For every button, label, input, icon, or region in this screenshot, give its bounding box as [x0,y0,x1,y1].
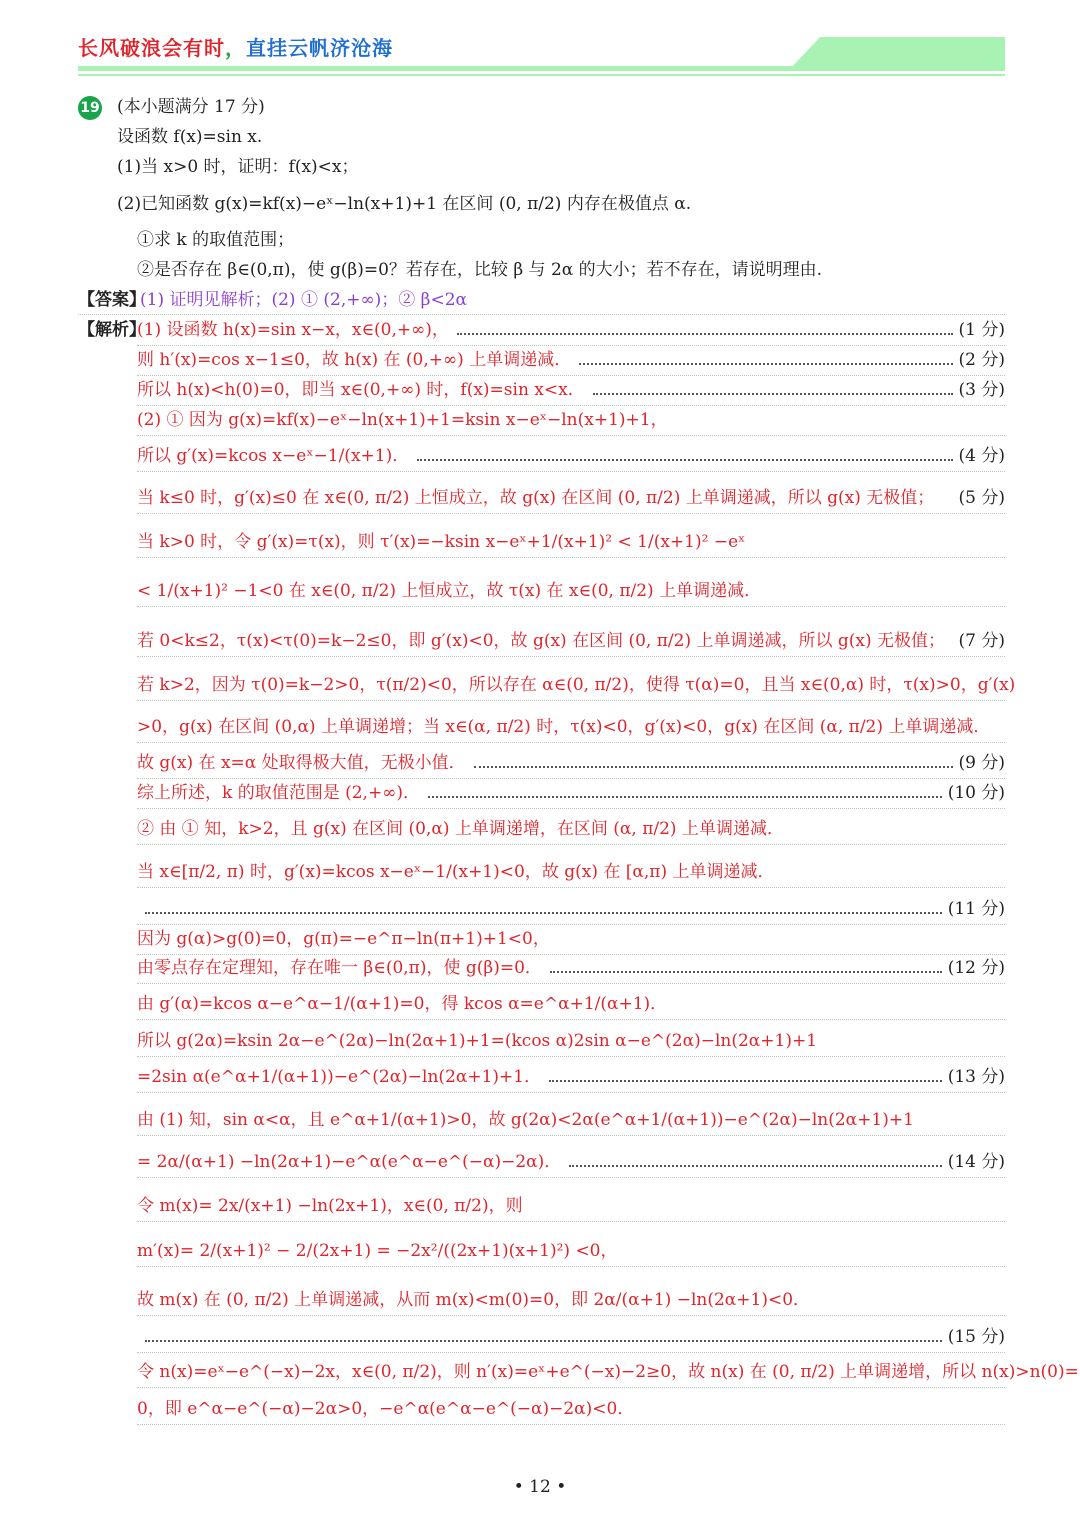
solution-line: 当 k≤0 时，g′(x)≤0 在 x∈(0, π/2) 上恒成立，故 g(x) 在区间 (0, π/2) 上单调递减，所以 g(x) 无极值； [137,488,935,508]
header-rule [78,66,1005,71]
solution-line: 则 h′(x)=cos x−1≤0，故 h(x) 在 (0,+∞) 上单调递减． [137,350,572,370]
solution-line: = 2α/(α+1) −ln(2α+1)−e^α(e^α−e^(−α)−2α)． [137,1152,562,1172]
solution-line: (2) ① 因为 g(x)=kf(x)−eˣ−ln(x+1)+1=ksin x−eˣ−ln(x+1)+1， [137,410,668,430]
dotted-leader [579,363,953,365]
slogan-part-2: 直挂云帆济沧海 [246,36,393,60]
dotted-leader [549,1080,942,1082]
row-separator [137,1135,1005,1136]
row-separator [137,924,1005,925]
solution-line: >0，g(x) 在区间 (0,α) 上单调递增；当 x∈(α, π/2) 时，τ(x)<0，g′(x)<0，g(x) 在区间 (α, π/2) 上单调递减． [137,717,991,737]
solution-line: 故 m(x) 在 (0, π/2) 上单调递减，从而 m(x)<m(0)=0，即 2α/(α+1) −ln(2α+1)<0． [137,1290,811,1310]
solution-line: 当 k>0 时，令 g′(x)=τ(x)，则 τ′(x)=−ksin x−eˣ+1/(x+1)² < 1/(x+1)² −eˣ [137,532,746,552]
score-marker: (15 分) [947,1327,1005,1347]
score-marker: (12 分) [947,958,1005,978]
solution-line: 令 m(x)= 2x/(x+1) −ln(2x+1)，x∈(0, π/2)，则 [137,1196,523,1216]
question-part2-1: ①求 k 的取值范围； [137,230,295,250]
dotted-leader [145,912,942,914]
solution-line: 所以 g(2α)=ksin 2α−e^(2α)−ln(2α+1)+1=(kcos α)2sin α−e^(2α)−ln(2α+1)+1 [137,1031,818,1051]
solution-line: 由 (1) 知，sin α<α，且 e^α+1/(α+1)>0，故 g(2α)<2α(e^α+1/(α+1))−e^(2α)−ln(2α+1)+1 [137,1110,914,1130]
solution-line: 所以 h(x)<h(0)=0，即当 x∈(0,+∞) 时，f(x)=sin x<x． [137,380,585,400]
row-separator [137,808,1005,809]
solution-line: (1) 设函数 h(x)=sin x−x，x∈(0,+∞)， [137,320,449,340]
row-separator [137,471,1005,472]
answer-text: (1) 证明见解析；(2) ① (2,+∞)；② β<2α [140,290,468,310]
score-marker: (11 分) [947,899,1005,919]
row-separator [137,345,1005,346]
header-banner-decoration [790,37,1005,69]
row-separator [137,778,1005,779]
score-marker: (13 分) [947,1067,1005,1087]
row-separator [137,435,1005,436]
row-separator [137,1352,1005,1353]
row-separator [137,1387,1005,1388]
question-part2-2: ②是否存在 β∈(0,π)，使 g(β)=0？若存在，比较 β 与 2α 的大小；若不存在，请说明理由. [137,260,823,280]
row-separator [137,742,1005,743]
header-slogan [78,32,393,61]
dotted-leader [417,459,953,461]
score-marker: (3 分) [958,380,1005,400]
question-part2: (2)已知函数 g(x)=kf(x)−eˣ−ln(x+1)+1 在区间 (0, π/2) 内存在极值点 α. [117,194,692,214]
solution-line: ② 由 ① 知，k>2，且 g(x) 在区间 (0,α) 上单调递增，在区间 (α, π/2) 上单调递减． [137,819,784,839]
row-separator [137,1221,1005,1222]
row-separator [137,1424,1005,1425]
solution-line: 由 g′(α)=kcos α−e^α−1/(α+1)=0，得 kcos α=e^α+1/(α+1)． [137,994,668,1014]
solution-line: 综上所述，k 的取值范围是 (2,+∞)． [137,783,420,803]
dotted-leader [569,1165,942,1167]
row-separator [137,1266,1005,1267]
score-marker: (9 分) [958,753,1005,773]
header-rule-thin [78,74,1005,76]
dotted-leader [145,1340,942,1342]
solution-label: 【解析】 [78,320,146,340]
row-separator [137,656,1005,657]
dotted-leader [457,333,953,335]
score-marker: (1 分) [958,320,1005,340]
question-part1: (1)当 x>0 时，证明：f(x)<x； [117,157,359,177]
solution-line: 令 n(x)=eˣ−e^(−x)−2x，x∈(0, π/2)，则 n′(x)=eˣ+e^(−x)−2≥0，故 n(x) 在 (0, π/2) 上单调递增，所以 n(x)>n(0)= [137,1362,1079,1382]
slogan-part-1: 长风破浪会有时 [78,36,225,60]
solution-line: 所以 g′(x)=kcos x−eˣ−1/(x+1)． [137,446,410,466]
solution-line: 故 g(x) 在 x=α 处取得极大值，无极小值． [137,753,466,773]
score-marker: (10 分) [947,783,1005,803]
score-marker: (2 分) [958,350,1005,370]
row-separator [137,557,1005,558]
row-separator [137,1177,1005,1178]
answer-label: 【答案】 [78,290,146,310]
row-separator [137,887,1005,888]
solution-line: 因为 g(α)>g(0)=0，g(π)=−e^π−ln(π+1)+1<0， [137,929,550,949]
page-number: • 12 • [513,1477,567,1497]
solution-line: < 1/(x+1)² −1<0 在 x∈(0, π/2) 上恒成立，故 τ(x) 在 x∈(0, π/2) 上单调递减． [137,581,762,601]
row-separator [137,700,1005,701]
dotted-leader [474,766,953,768]
solution-line: 若 k>2，因为 τ(0)=k−2>0，τ(π/2)<0，所以存在 α∈(0, π/2)，使得 τ(α)=0，且当 x∈(0,α) 时，τ(x)>0，g′(x) [137,675,1016,695]
row-separator [137,954,1005,955]
row-separator [137,844,1005,845]
question-stem: 设函数 f(x)=sin x. [117,127,263,147]
question-meta: (本小题满分 17 分) [117,97,265,117]
score-marker: (5 分) [958,488,1005,508]
dotted-leader [593,393,953,395]
solution-line: 0，即 e^α−e^(−α)−2α>0，−e^α(e^α−e^(−α)−2α)<0． [137,1399,635,1419]
question-number-badge: 19 [78,96,102,120]
dotted-leader [428,796,942,798]
row-separator [137,1019,1005,1020]
separator [78,314,1005,315]
solution-line: 若 0<k≤2，τ(x)<τ(0)=k−2≤0，即 g′(x)<0，故 g(x) 在区间 (0, π/2) 上单调递减，所以 g(x) 无极值； [137,631,946,651]
slogan-comma: ， [225,36,246,60]
solution-line: 由零点存在定理知，存在唯一 β∈(0,π)，使 g(β)=0． [137,958,542,978]
solution-line: m′(x)= 2/(x+1)² − 2/(2x+1) = −2x²/((2x+1)(x+1)²) <0， [137,1241,618,1261]
score-marker: (4 分) [958,446,1005,466]
row-separator [137,606,1005,607]
row-separator [137,1315,1005,1316]
score-marker: (14 分) [947,1152,1005,1172]
solution-line: 当 x∈[π/2, π) 时，g′(x)=kcos x−eˣ−1/(x+1)<0，故 g(x) 在 [α,π) 上单调递减． [137,862,775,882]
solution-line: =2sin α(e^α+1/(α+1))−e^(2α)−ln(2α+1)+1． [137,1067,542,1087]
row-separator [137,983,1005,984]
dotted-leader [550,971,942,973]
row-separator [137,1092,1005,1093]
row-separator [137,405,1005,406]
row-separator [137,513,1005,514]
score-marker: (7 分) [958,631,1005,651]
row-separator [137,375,1005,376]
row-separator [137,1056,1005,1057]
